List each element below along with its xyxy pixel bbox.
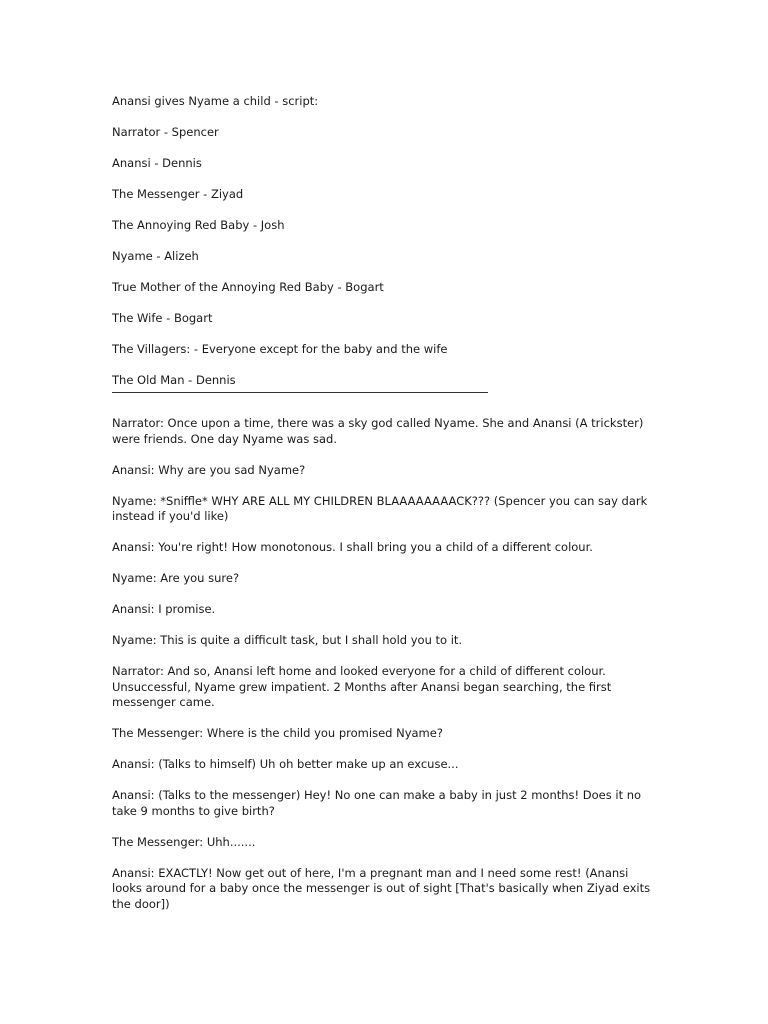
- cast-item: The Messenger - Ziyad: [112, 187, 244, 201]
- script-line: Anansi: (Talks to himself) Uh oh better make up an excuse...: [112, 757, 459, 771]
- script-line: Anansi: EXACTLY! Now get out of here, I'm a pregnant man and I need some rest! (Anansi looks around for a baby once the messenger is out of sight [That's basically when Ziyad exits the door]): [112, 865, 651, 911]
- document-title: Anansi gives Nyame a child - script:: [112, 94, 319, 108]
- script-line: Narrator: And so, Anansi left home and looked everyone for a child of different colour. Unsuccessful, Nyame grew impatient. 2 Months after Anansi began searching, the first messenger came.: [112, 664, 612, 709]
- cast-item: The Wife - Bogart: [112, 311, 213, 325]
- script-line: The Messenger: Uhh.......: [112, 834, 256, 849]
- script-line: Anansi: (Talks to the messenger) Hey! No one can make a baby in just 2 months! Does it no take 9 months to give birth?: [112, 788, 642, 818]
- cast-item: The Annoying Red Baby - Josh: [112, 218, 285, 232]
- script-line: Nyame: Are you sure?: [112, 571, 240, 585]
- cast-item: The Villagers: - Everyone except for the baby and the wife: [112, 342, 448, 356]
- cast-item: Anansi - Dennis: [112, 156, 202, 170]
- script-line: Anansi: I promise.: [112, 602, 216, 616]
- script-line: Narrator: Once upon a time, there was a sky god called Nyame. She and Anansi (A trickster) were friends. One day Nyame was sad.: [112, 416, 644, 446]
- document-page: [112, 94, 652, 928]
- script-line: The Messenger: Where is the child you promised Nyame?: [112, 726, 443, 740]
- cast-item: The Old Man - Dennis: [112, 373, 236, 387]
- script-body: [112, 416, 652, 912]
- cast-list: [112, 125, 652, 389]
- divider-line: [112, 392, 488, 393]
- script-line: Anansi: You're right! How monotonous. I shall bring you a child of a different colour.: [112, 540, 593, 554]
- script-line: Anansi: Why are you sad Nyame?: [112, 462, 306, 477]
- cast-item: Nyame - Alizeh: [112, 249, 199, 263]
- cast-item: Narrator - Spencer: [112, 125, 219, 139]
- script-line: Nyame: This is quite a difficult task, but I shall hold you to it.: [112, 633, 463, 647]
- script-line: Nyame: *Sniffle* WHY ARE ALL MY CHILDREN BLAAAAAAAACK??? (Spencer you can say dark instead if you'd like): [112, 493, 648, 523]
- cast-item: True Mother of the Annoying Red Baby - Bogart: [112, 280, 384, 294]
